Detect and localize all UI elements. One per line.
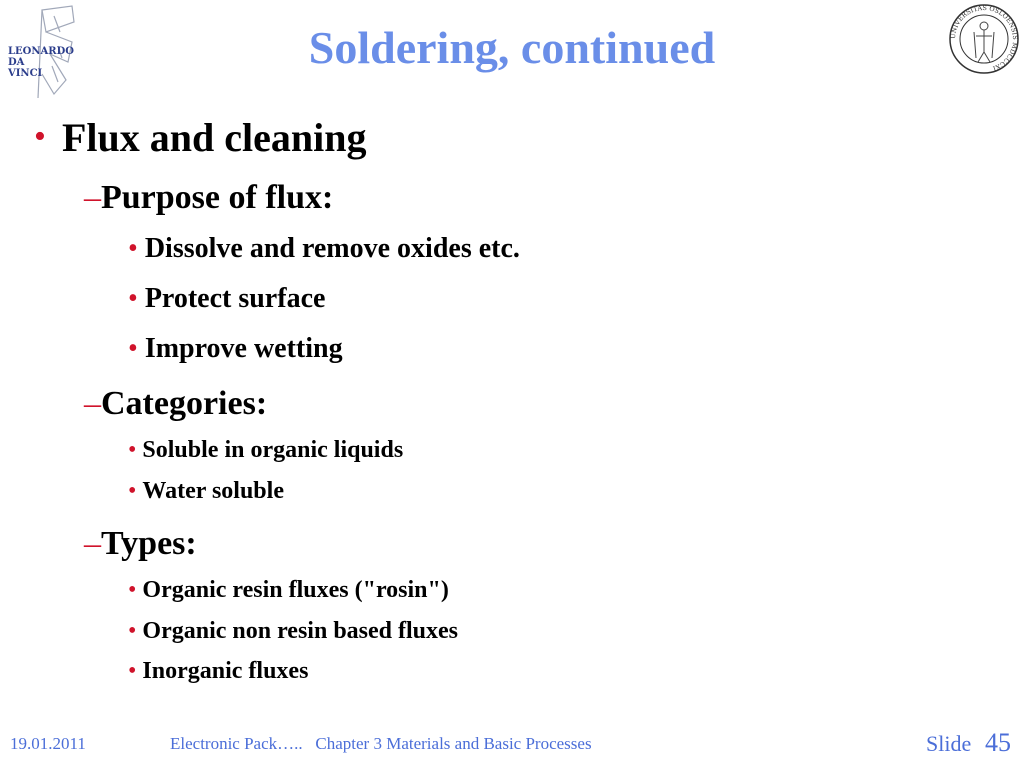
section-heading: Purpose of flux:	[101, 179, 334, 216]
list-item: • Improve wetting	[128, 333, 343, 364]
list-item: • Dissolve and remove oxides etc.	[128, 233, 520, 264]
svg-text:DA: DA	[8, 57, 25, 68]
level1-bullet: •	[34, 118, 46, 155]
footer-course: Electronic Pack….. Chapter 3 Materials and Basic Processes	[170, 734, 592, 753]
section-heading: Types:	[101, 525, 197, 562]
svg-text:VINCI: VINCI	[8, 68, 43, 79]
svg-text:LEONARDO: LEONARDO	[8, 46, 74, 57]
dash-bullet: –	[84, 385, 101, 422]
section-heading: Categories:	[101, 385, 268, 422]
slide-number: 45	[985, 728, 1011, 757]
list-item: • Soluble in organic liquids	[128, 437, 404, 463]
footer-date: 19.01.2011	[10, 734, 86, 753]
bullet: •	[128, 437, 137, 463]
section-categories	[84, 385, 267, 423]
level1-heading: Flux and cleaning	[62, 115, 367, 160]
bullet: •	[128, 618, 137, 644]
list-item: • Water soluble	[128, 478, 284, 504]
bullet: •	[128, 658, 137, 684]
list-item: • Protect surface	[128, 283, 326, 314]
dash-bullet: –	[84, 525, 101, 562]
section-types	[84, 525, 197, 563]
bullet: •	[128, 283, 138, 314]
bullet: •	[128, 577, 137, 603]
slide-label: Slide	[926, 731, 972, 756]
list-item: • Inorganic fluxes	[128, 658, 309, 684]
slide-title: Soldering, continued	[308, 22, 716, 73]
bullet: •	[128, 478, 137, 504]
svg-text:UNIVERSITAS OSLOENSIS MDCCCXI: UNIVERSITAS OSLOENSIS MDCCCXI	[948, 3, 1020, 73]
dash-bullet: –	[84, 179, 101, 216]
list-item: • Organic resin fluxes ("rosin")	[128, 577, 449, 603]
bullet: •	[128, 333, 138, 364]
section-purpose	[84, 179, 333, 217]
bullet: •	[128, 233, 138, 264]
list-item: • Organic non resin based fluxes	[128, 618, 459, 644]
